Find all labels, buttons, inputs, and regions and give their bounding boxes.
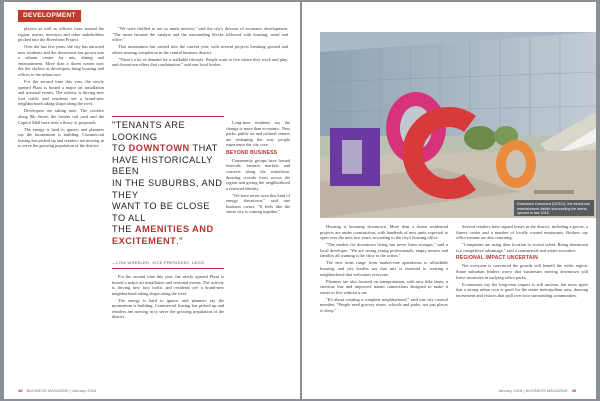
pull-quote-line: EXCITEMENT." <box>112 235 184 246</box>
subhead: BEYOND BUSINESS <box>226 149 278 156</box>
paragraph: "There's a lot of demand for a walkable lifestyle. People want to live where they work and play, and downtown offers that combination," said one local broker. <box>112 56 288 68</box>
footer-text: BUSINESS MAGAZINE | January 2018 <box>26 388 97 393</box>
left-column-3 <box>226 120 290 382</box>
left-column-2-bottom <box>112 274 224 382</box>
left-column-1 <box>18 26 104 382</box>
left-page <box>4 2 300 399</box>
paragraph: "We were thrilled to see so much interest," said the city's director of economic development. "The arena became the catalyst and the surrounding blocks followed with housing, retail and office." <box>112 26 288 43</box>
paragraph: For the second time this year, the newly opened Plaza is hosted a major art installation and seasonal events. The activity is driving new foot traffic and residents see a brand-new neighborhood taking shape along the river. <box>18 79 104 107</box>
pull-quote-line: WANT TO BE CLOSE TO ALL <box>112 201 211 223</box>
paragraph: Over the last few years, the city has attracted new residents and the downtown has grown into a vibrant center for arts, dining and entertainment. More than a dozen cranes now dot the skyline as developers bring housing and offices to the urban core. <box>18 44 104 77</box>
pull-quote-highlight: EXCITEMENT <box>112 235 177 246</box>
left-page-footer <box>18 388 96 393</box>
right-page-footer <box>498 388 576 393</box>
right-column-1 <box>320 224 448 384</box>
pull-quote <box>112 120 224 248</box>
paragraph: The new units range from market-rate apartments to affordable housing, and city leaders say that mix is essential to creating a neighborhood that welcomes everyone. <box>320 260 448 277</box>
paragraph: "The market for downtown living has never been stronger," said a local developer. "We are seeing young professionals, empty nesters and families all wanting to be close to the action." <box>320 242 448 259</box>
paragraph: "It's about creating a complete neighborhood," said one city council member. "People need grocery stores, schools and parks, not just places to sleep." <box>320 296 448 314</box>
paragraph: For the second time this year, the newly opened Plaza is hosted a major art installation and seasonal events. The activity is driving new foot traffic and residents see a brand-new neighborhood taking shape along the river. <box>112 274 224 296</box>
left-column-2-top <box>112 26 288 112</box>
paragraph: "Companies are using their location to recruit talent. Being downtown is a competitive advantage," said a commercial real estate executive. <box>456 242 588 253</box>
paragraph: Housing is booming downtown. More than a dozen residential projects are under construction, with hundreds of new units expected to open over the next two years, according to the city's housing office. <box>320 224 448 241</box>
paragraph: The energy is hard to ignore, and planners say the momentum is building. Commercial leasing has picked up and retailers are moving in to serve the growing population of the district. <box>112 297 224 320</box>
footer-text: January 2018 | BUSINESS MAGAZINE <box>498 388 568 393</box>
pull-quote-highlight: DOWNTOWN <box>128 143 190 154</box>
paragraph: "We have never seen this kind of energy downtown," said one business owner. "It feels like the entire city is coming together." <box>226 192 290 215</box>
paragraph: Not everyone is convinced the growth will benefit the wider region. Some suburban leaders worry that businesses moving downtown will leave vacancies in outlying office parks. <box>456 263 588 280</box>
pull-quote-line: TO DOWNTOWN THAT <box>112 143 218 154</box>
paragraph: Developers are taking note. The corridor along 8th Street, the former rail yard and the Capitol Mall have seen a flurry of proposals. <box>18 108 104 125</box>
paragraph: Several retailers have signed leases in the district, including a grocer, a fitness center and a number of locally owned restaurants. Brokers say office tenants are also returning. <box>456 224 588 241</box>
subhead: REGIONAL IMPACT UNCERTAIN <box>456 255 538 262</box>
pull-quote-line: "TENANTS ARE LOOKING <box>112 120 186 142</box>
paragraph: players as well as officers from around the region, matter, investors and other stakeholders pitched into the Riverfront Project. <box>18 26 104 43</box>
photo-caption: Downtown Commons (DOCO), the mixed-use entertainment district surrounding the arena, opened in late 2016. <box>514 200 594 216</box>
paragraph: Community groups have hosted festivals, farmers markets and concerts along the waterfront, drawing crowds from across the region and giving the neighborhood a renewed identity. <box>226 157 290 191</box>
pull-quote-line: HAVE HISTORICALLY BEEN <box>112 154 213 177</box>
paragraph: Planners are also focused on transportation, with new bike lanes, a streetcar line and improved transit connections designed to make it easier to live without a car. <box>320 278 448 295</box>
pull-quote-line: THE AMENITIES AND <box>112 224 214 235</box>
page-number: 48 <box>18 388 23 393</box>
right-column-2 <box>456 224 588 384</box>
paragraph: Economists say the long-term impact is still unclear, but most agree that a strong urban core is good for the entire metropolitan area, drawing investment and visitors that spill over into surrounding communities. <box>456 281 588 298</box>
paragraph: That momentum has carried into the current year, with several projects breaking ground and others nearing completion in the central business district. <box>112 44 288 55</box>
section-label: DEVELOPMENT <box>18 10 81 22</box>
page-number: 49 <box>571 388 577 393</box>
pull-quote-credit: —LISA WHEELER, VICE PRESIDENT, LEGG <box>112 260 205 265</box>
pull-quote-rule-top <box>112 116 224 117</box>
docco-sign-illustration <box>320 32 596 218</box>
docco-photo <box>320 32 596 218</box>
pull-quote-highlight: AMENITIES AND <box>134 224 214 235</box>
pull-quote-line: IN THE SUBURBS, AND THEY <box>112 177 223 200</box>
paragraph: Long-time residents say the change is more than economic. New parks, public art and cultural venues are reshaping the way people experience the city core. <box>226 120 290 148</box>
right-page <box>302 2 596 399</box>
pull-quote-rule-bottom <box>112 268 224 269</box>
paragraph: The energy is hard to ignore, and planners say the momentum is building. Commercial leasing has picked up and retailers are moving in to serve the growing population of the district. <box>18 126 104 149</box>
